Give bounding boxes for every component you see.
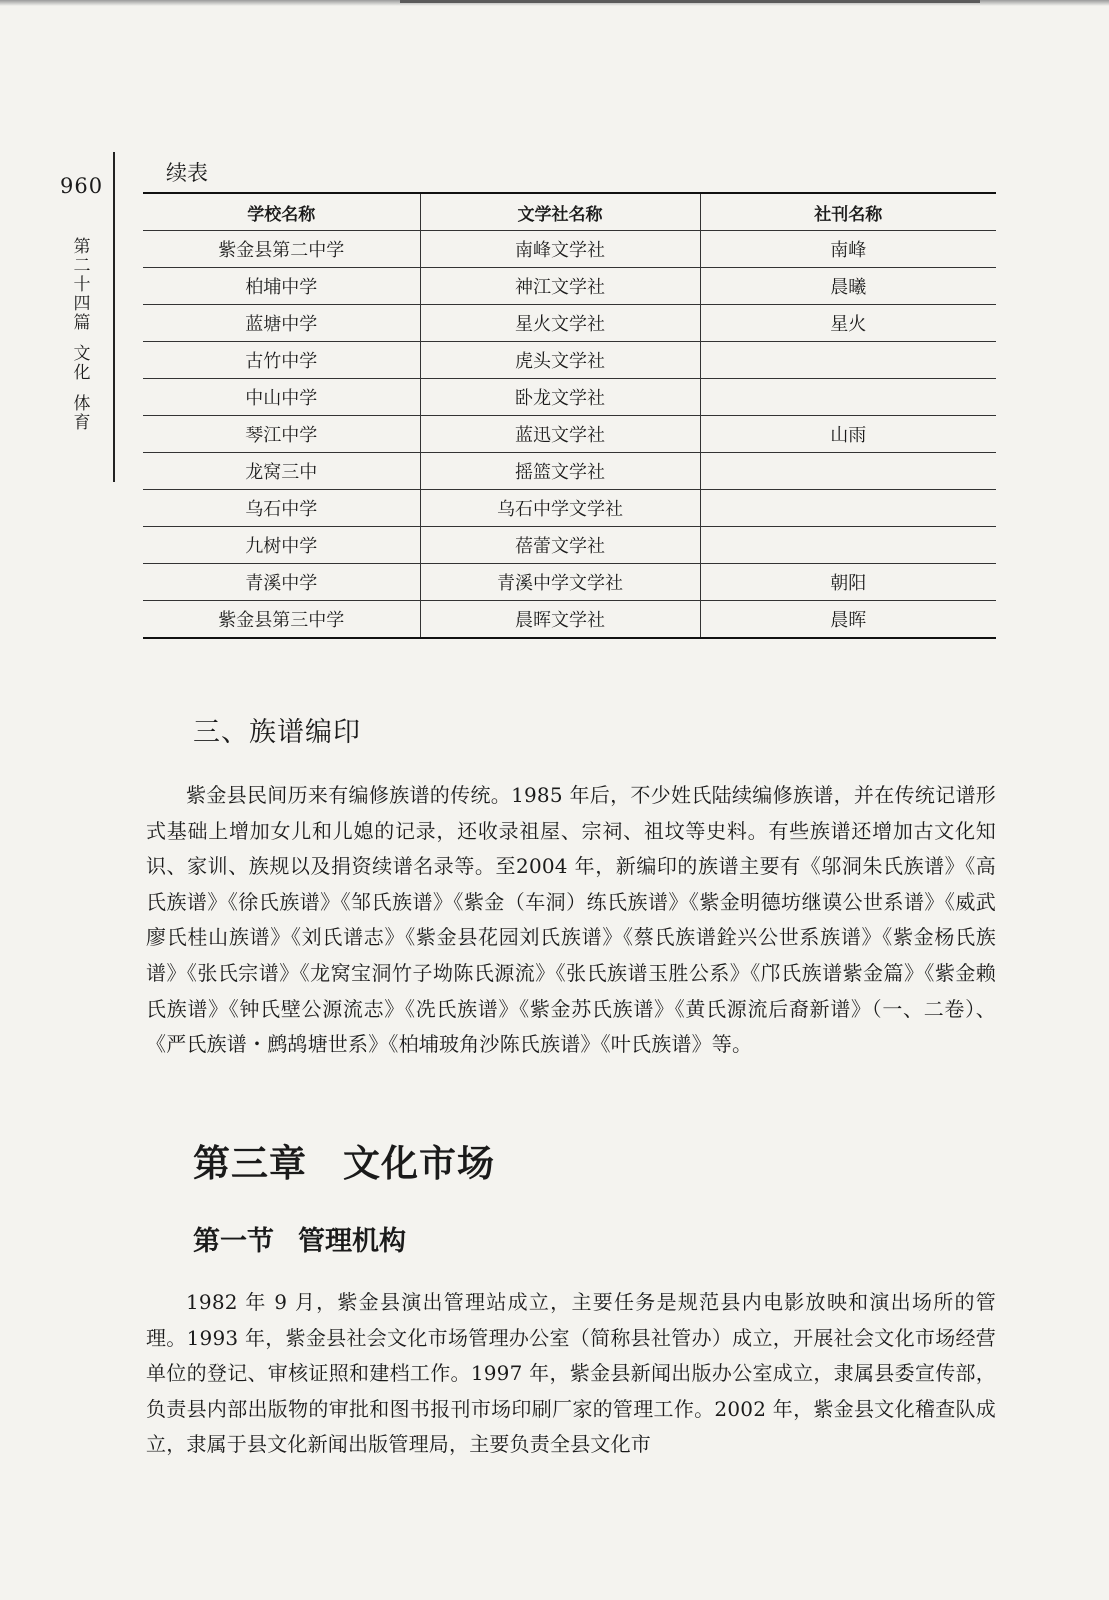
society-name-cell: 蓝迅文学社	[420, 416, 700, 453]
side-title-char: 第	[73, 237, 91, 257]
side-title-char: 四	[73, 294, 91, 314]
school-name-cell: 琴江中学	[143, 416, 420, 453]
school-name-cell: 中山中学	[143, 379, 420, 416]
school-name-cell: 紫金县第三中学	[143, 601, 420, 639]
school-name-cell: 龙窝三中	[143, 453, 420, 490]
page-number: 960	[60, 174, 104, 198]
society-name-cell: 乌石中学文学社	[420, 490, 700, 527]
journal-name-cell: 晨晖	[700, 601, 996, 639]
side-title-char: 十	[73, 275, 91, 295]
journal-name-cell: 山雨	[700, 416, 996, 453]
journal-name-cell	[700, 379, 996, 416]
table-row	[143, 601, 996, 639]
node-number: 第一节	[193, 1226, 274, 1257]
school-name-cell: 柏埔中学	[143, 268, 420, 305]
school-name-cell: 古竹中学	[143, 342, 420, 379]
side-title-char: 文	[73, 344, 91, 364]
side-title-char: 育	[73, 413, 91, 433]
table-row	[143, 453, 996, 490]
table-row	[143, 342, 996, 379]
society-name-cell: 南峰文学社	[420, 231, 700, 268]
journal-name-cell: 晨曦	[700, 268, 996, 305]
society-name-cell: 星火文学社	[420, 305, 700, 342]
table-container	[143, 192, 996, 639]
genealogy-paragraph: 紫金县民间历来有编修族谱的传统。1985 年后，不少姓氏陆续编修族谱，并在传统记谱形式基础上增加女儿和儿媳的记录，还收录祖屋、宗祠、祖坟等史料。有些族谱还增加古文化知识、家训、族规以及捐资续谱名录等。至2004 年，新编印的族谱主要有《邬洞朱氏族谱》《高氏族谱》《徐氏族谱》《邹氏族谱》《紫金（车洞）练氏族谱》《紫金明德坊继谟公世系谱》《威武廖氏桂山族谱》《刘氏谱志》《紫金县花园刘氏族谱》《蔡氏族谱銓兴公世系族谱》《紫金杨氏族谱》《张氏宗谱》《龙窝宝洞竹子坳陈氏源流》《张氏族谱玉胜公系》《邝氏族谱紫金篇》《紫金赖氏族谱》《钟氏壁公源流志》《冼氏族谱》《紫金苏氏族谱》《黄氏源流后裔新谱》（一、二卷）、《严氏族谱・鹧鸪塘世系》《柏埔玻角沙陈氏族谱》《叶氏族谱》等。	[146, 783, 996, 1057]
side-title-char: 二	[73, 256, 91, 276]
side-title-char: 体	[73, 394, 91, 414]
school-name-cell: 九树中学	[143, 527, 420, 564]
society-name-cell: 晨晖文学社	[420, 601, 700, 639]
table-row	[143, 305, 996, 342]
school-name-cell: 蓝塘中学	[143, 305, 420, 342]
table-row	[143, 490, 996, 527]
chapter-heading	[193, 1133, 495, 1187]
header-school-name: 学校名称	[143, 193, 420, 231]
management-paragraph: 1982 年 9 月，紫金县演出管理站成立，主要任务是规范县内电影放映和演出场所的管理。1993 年，紫金县社会文化市场管理办公室（简称县社管办）成立，开展社会文化市场经营单位的登记、审核证照和建档工作。1997 年，紫金县新闻出版办公室成立，隶属县委宣传部，负责县内部出版物的审批和图书报刊市场印刷厂家的管理工作。2002 年，紫金县文化稽查队成立，隶属于县文化新闻出版管理局，主要负责全县文化市	[146, 1290, 996, 1457]
table-row	[143, 379, 996, 416]
table-row	[143, 527, 996, 564]
society-name-cell: 蓓蕾文学社	[420, 527, 700, 564]
journal-name-cell: 南峰	[700, 231, 996, 268]
table-row	[143, 231, 996, 268]
table-row	[143, 564, 996, 601]
society-name-cell: 摇篮文学社	[420, 453, 700, 490]
society-name-cell: 青溪中学文学社	[420, 564, 700, 601]
society-name-cell: 虎头文学社	[420, 342, 700, 379]
header-society-name: 文学社名称	[420, 193, 700, 231]
section-heading: 三、族谱编印	[193, 717, 361, 748]
node-title: 管理机构	[298, 1226, 406, 1257]
table-caption: 续表	[166, 161, 208, 185]
society-name-cell: 卧龙文学社	[420, 379, 700, 416]
society-name-cell: 神江文学社	[420, 268, 700, 305]
journal-name-cell	[700, 453, 996, 490]
journal-name-cell	[700, 527, 996, 564]
header-journal-name: 社刊名称	[700, 193, 996, 231]
page-top-edge	[400, 0, 980, 3]
school-name-cell: 青溪中学	[143, 564, 420, 601]
journal-name-cell	[700, 342, 996, 379]
journal-name-cell	[700, 490, 996, 527]
journal-name-cell: 星火	[700, 305, 996, 342]
margin-rule	[113, 152, 115, 482]
section-node-heading	[193, 1219, 406, 1258]
table-row	[143, 416, 996, 453]
chapter-number: 第三章	[193, 1142, 307, 1185]
school-name-cell: 紫金县第二中学	[143, 231, 420, 268]
school-name-cell: 乌石中学	[143, 490, 420, 527]
chapter-title: 文化市场	[343, 1142, 495, 1185]
literary-society-table	[143, 192, 996, 639]
side-title-char: 篇	[73, 313, 91, 333]
journal-name-cell: 朝阳	[700, 564, 996, 601]
table-row	[143, 268, 996, 305]
running-side-title	[70, 238, 94, 433]
table-header-row	[143, 193, 996, 231]
side-title-char: 化	[73, 363, 91, 383]
